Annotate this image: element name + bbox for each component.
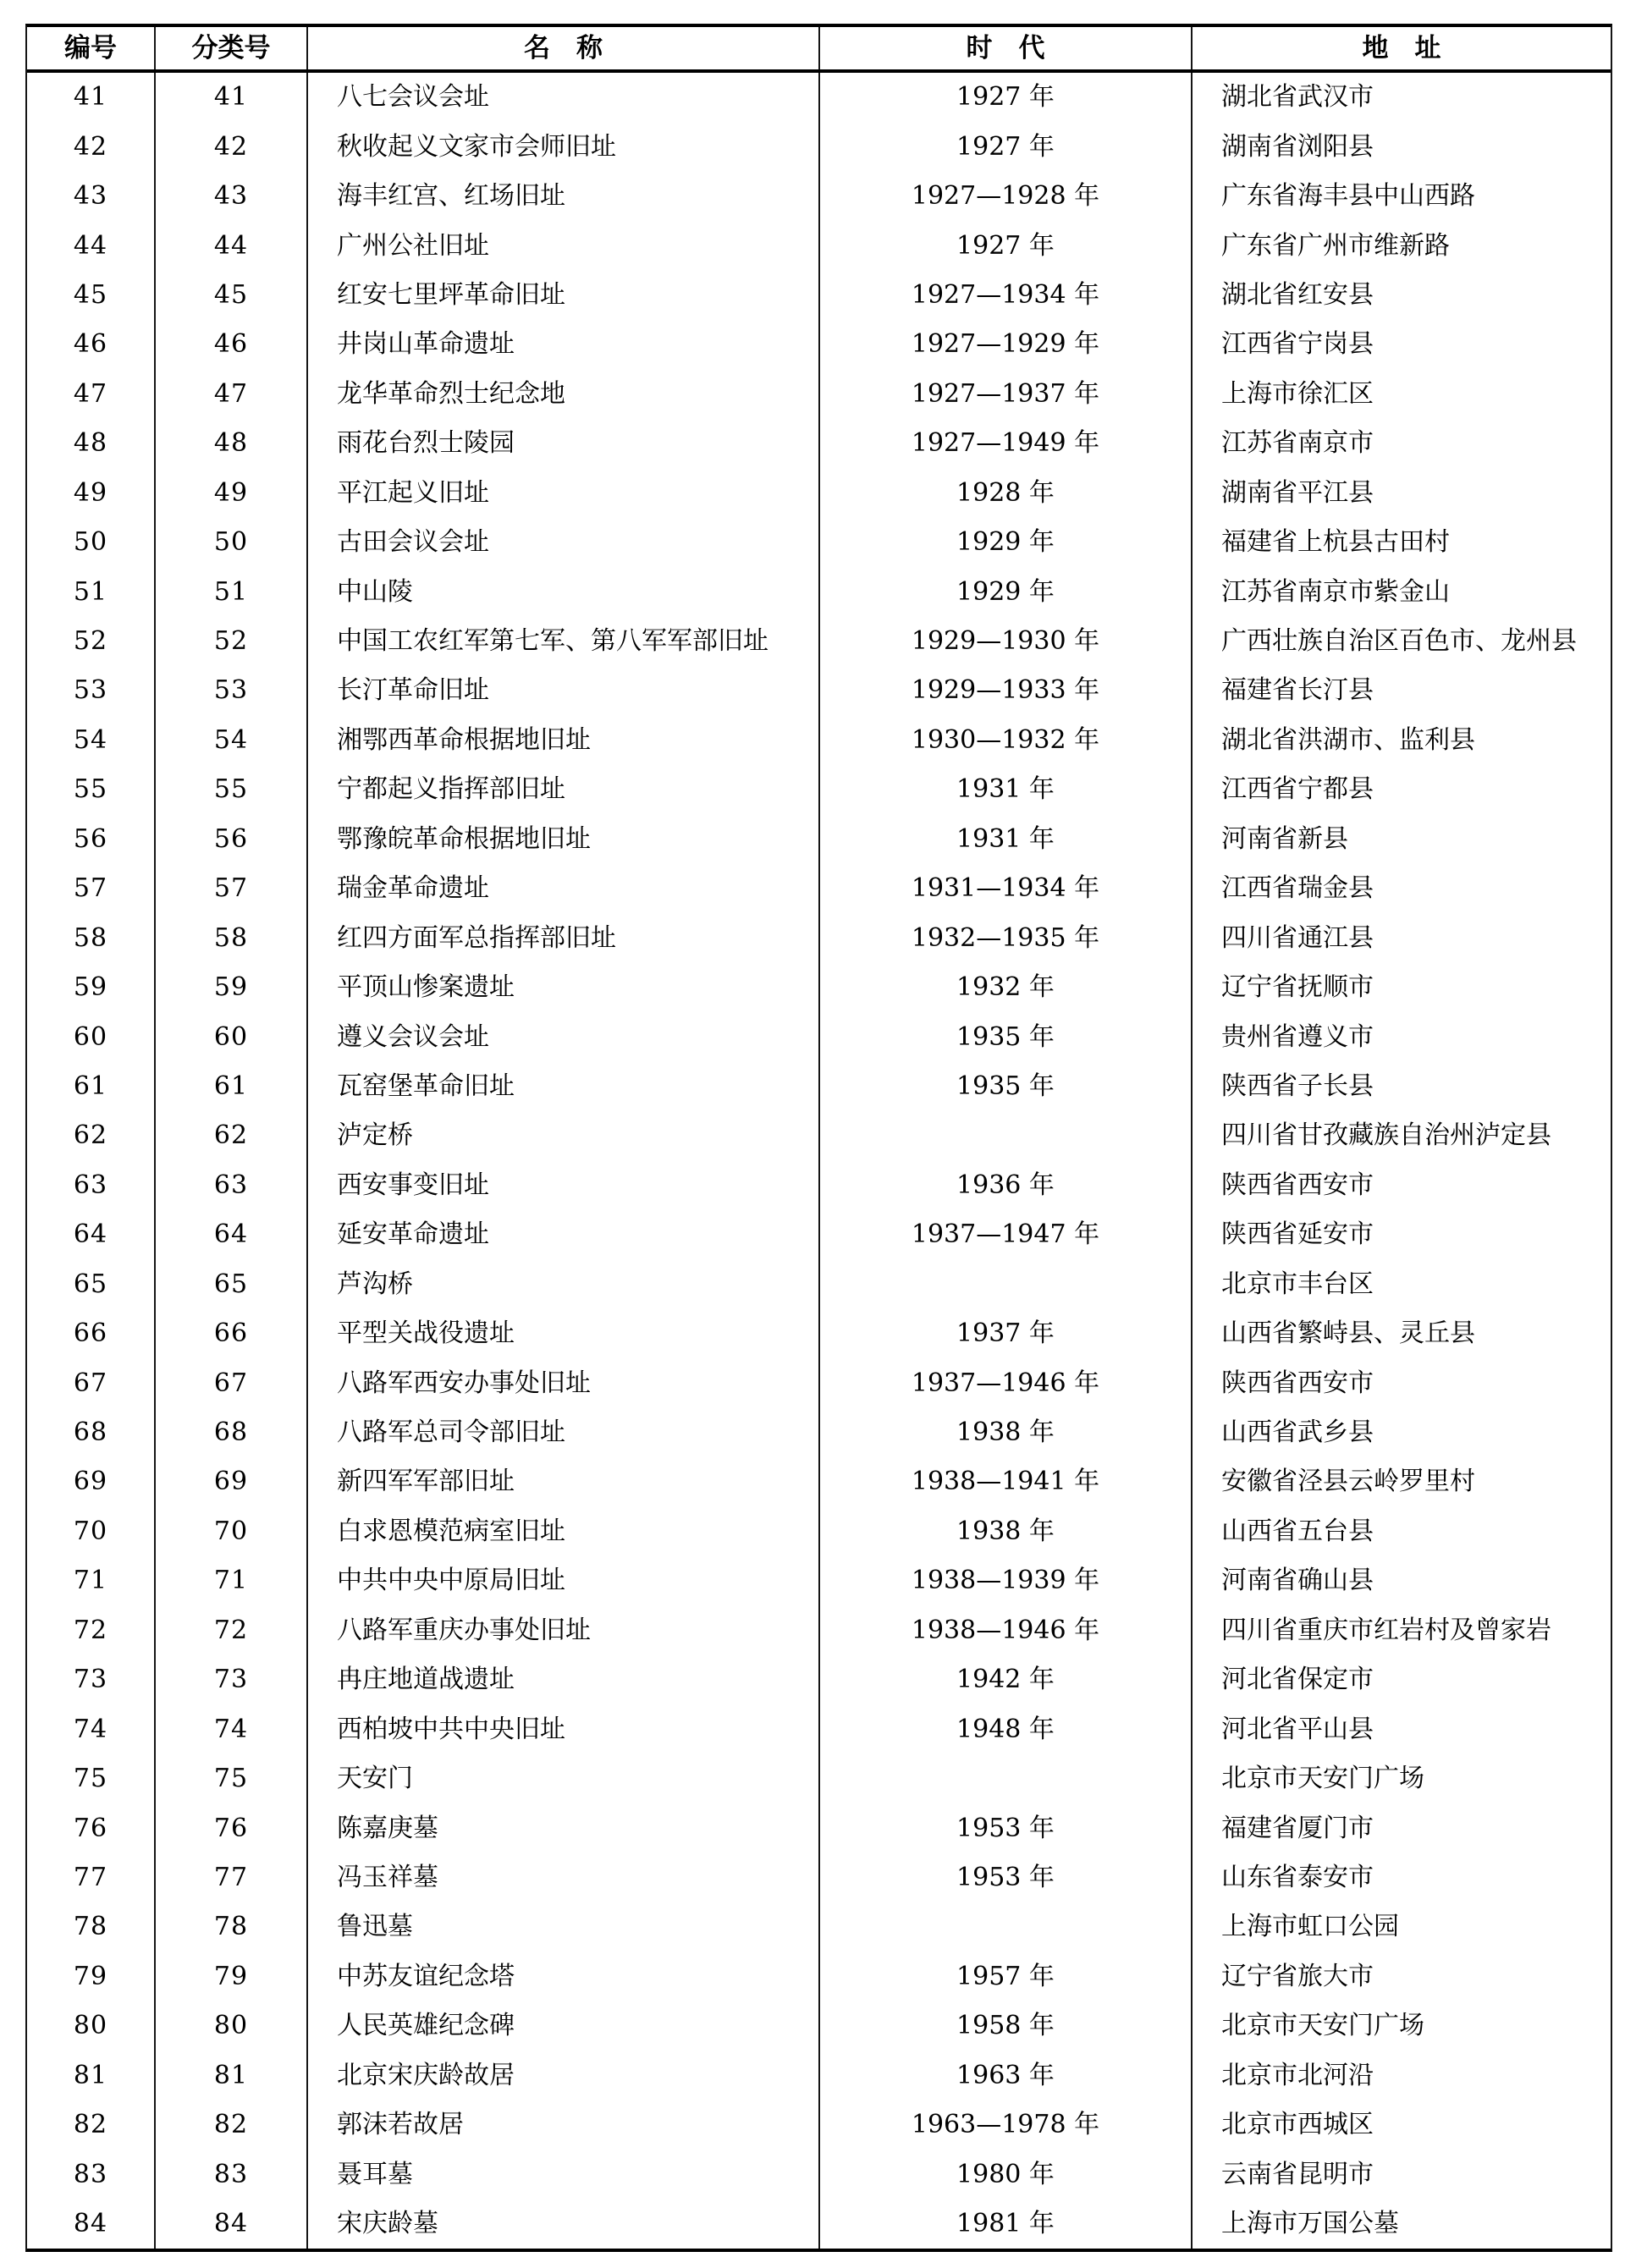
cell-number: 49 [27,469,156,518]
cell-address: 四川省重庆市红岩村及曾家岩 [1221,1615,1551,1645]
cell-category: 45 [156,271,308,320]
cell-address: 山西省武乡县 [1221,1418,1374,1448]
cell-era: 1958 年 [820,2001,1193,2051]
cell-era: 1938—1941 年 [820,1457,1193,1506]
cell-era: 1927—1929 年 [820,320,1193,369]
cell-number: 81 [27,2051,156,2100]
cell-category: 73 [156,1655,308,1704]
cell-category: 76 [156,1803,308,1852]
cell-era: 1938 年 [820,1507,1193,1556]
cell-era: 1929—1930 年 [820,617,1193,666]
cell-number: 68 [27,1408,156,1457]
cell-address: 四川省甘孜藏族自治州泸定县 [1221,1120,1551,1151]
cell-number: 78 [27,1902,156,1951]
cell-number: 71 [27,1556,156,1605]
cell-address: 广东省广州市维新路 [1221,230,1450,261]
cell-name: 八七会议会址 [308,73,820,122]
cell-name: 宁都起义指挥部旧址 [308,765,820,814]
cell-address: 贵州省遵义市 [1221,1021,1374,1052]
table-row [27,2051,1611,2100]
cell-era: 1942 年 [820,1655,1193,1704]
table-row [27,320,1611,369]
table-row [27,815,1611,864]
cell-name: 新四军军部旧址 [308,1457,820,1506]
table-row [27,2100,1611,2150]
table-header-row [27,27,1611,73]
cell-category: 46 [156,320,308,369]
cell-category: 83 [156,2150,308,2199]
table-row [27,1210,1611,1259]
table-row [27,1853,1611,1902]
cell-number: 41 [27,73,156,122]
table-row [27,1012,1611,1061]
cell-category: 50 [156,518,308,567]
cell-number: 63 [27,1161,156,1210]
table-row [27,518,1611,567]
table-row [27,1507,1611,1556]
cell-address: 陕西省西安市 [1221,1170,1374,1200]
cell-category: 59 [156,963,308,1012]
cell-number: 47 [27,370,156,419]
cell-name: 冉庄地道战遗址 [308,1655,820,1704]
cell-era: 1929 年 [820,567,1193,616]
cell-name: 西柏坡中共中央旧址 [308,1704,820,1753]
cell-era: 1931 年 [820,765,1193,814]
table-row [27,1952,1611,2001]
cell-address: 江苏省南京市紫金山 [1221,576,1450,607]
cell-era: 1936 年 [820,1161,1193,1210]
table-row [27,1408,1611,1457]
cell-number: 46 [27,320,156,369]
cell-address: 江西省瑞金县 [1221,873,1374,904]
cell-category: 79 [156,1952,308,2001]
table-row [27,73,1611,122]
table-row [27,1803,1611,1852]
cell-category: 57 [156,864,308,913]
table-body [27,73,1611,2249]
cell-category: 69 [156,1457,308,1506]
table-row [27,567,1611,616]
cell-era [820,1260,1193,1309]
cell-era: 1948 年 [820,1704,1193,1753]
cell-category: 58 [156,913,308,962]
table-row [27,2150,1611,2199]
cell-address: 福建省厦门市 [1221,1813,1374,1843]
column-header-number: 编号 [27,27,156,69]
table-row [27,1606,1611,1655]
cell-number: 57 [27,864,156,913]
cell-category: 67 [156,1358,308,1407]
cell-era: 1927 年 [820,122,1193,171]
cell-category: 62 [156,1111,308,1160]
cell-number: 73 [27,1655,156,1704]
cell-category: 81 [156,2051,308,2100]
cell-name: 聂耳墓 [308,2150,820,2199]
cell-number: 74 [27,1704,156,1753]
cell-era: 1981 年 [820,2199,1193,2249]
cell-era: 1938 年 [820,1408,1193,1457]
cell-category: 61 [156,1062,308,1111]
cell-name: 秋收起义文家市会师旧址 [308,122,820,171]
cell-era: 1935 年 [820,1012,1193,1061]
table-row [27,1358,1611,1407]
cell-name: 延安革命遗址 [308,1210,820,1259]
cell-era: 1963 年 [820,2051,1193,2100]
cell-address: 湖北省红安县 [1221,279,1374,310]
table-row [27,1704,1611,1753]
cell-category: 75 [156,1754,308,1803]
cell-name: 瑞金革命遗址 [308,864,820,913]
cell-era: 1938—1946 年 [820,1606,1193,1655]
cell-number: 84 [27,2199,156,2249]
cell-name: 瓦窑堡革命旧址 [308,1062,820,1111]
table-row [27,1309,1611,1358]
cell-number: 79 [27,1952,156,2001]
cell-number: 58 [27,913,156,962]
cell-address: 上海市虹口公园 [1221,1912,1399,1942]
cell-category: 82 [156,2100,308,2150]
cell-era: 1927—1937 年 [820,370,1193,419]
cell-address: 湖南省浏阳县 [1221,131,1374,162]
cell-category: 84 [156,2199,308,2249]
cell-address: 福建省上杭县古田村 [1221,527,1450,558]
cell-address: 广西壮族自治区百色市、龙州县 [1221,626,1577,657]
cell-category: 51 [156,567,308,616]
cell-address: 山西省繁峙县、灵丘县 [1221,1318,1475,1349]
cell-category: 60 [156,1012,308,1061]
cell-category: 77 [156,1853,308,1902]
cell-category: 42 [156,122,308,171]
cell-number: 75 [27,1754,156,1803]
cell-number: 45 [27,271,156,320]
cell-address: 福建省长汀县 [1221,675,1374,706]
cell-name: 长汀革命旧址 [308,666,820,715]
cell-address: 江苏省南京市 [1221,428,1374,459]
cell-number: 54 [27,716,156,765]
cell-name: 人民英雄纪念碑 [308,2001,820,2051]
table-row [27,716,1611,765]
cell-name: 北京宋庆龄故居 [308,2051,820,2100]
cell-category: 48 [156,419,308,468]
cell-era [820,1111,1193,1160]
cell-category: 55 [156,765,308,814]
cell-category: 49 [156,469,308,518]
cell-name: 广州公社旧址 [308,221,820,270]
cell-name: 中国工农红军第七军、第八军军部旧址 [308,617,820,666]
cell-category: 65 [156,1260,308,1309]
cell-name: 八路军重庆办事处旧址 [308,1606,820,1655]
cell-address: 北京市天安门广场 [1221,1764,1424,1794]
cell-category: 54 [156,716,308,765]
cell-era: 1931—1934 年 [820,864,1193,913]
cell-category: 47 [156,370,308,419]
cell-era [820,1902,1193,1951]
table-row [27,2199,1611,2249]
cell-era: 1927—1934 年 [820,271,1193,320]
table-row [27,666,1611,715]
table-row [27,1655,1611,1704]
cell-number: 76 [27,1803,156,1852]
table-row [27,1260,1611,1309]
cell-name: 红安七里坪革命旧址 [308,271,820,320]
cell-address: 云南省昆明市 [1221,2159,1374,2189]
cell-category: 71 [156,1556,308,1605]
cell-era: 1929—1933 年 [820,666,1193,715]
cell-name: 湘鄂西革命根据地旧址 [308,716,820,765]
cell-name: 芦沟桥 [308,1260,820,1309]
cell-number: 48 [27,419,156,468]
cell-name: 八路军西安办事处旧址 [308,1358,820,1407]
cell-number: 43 [27,172,156,221]
cell-number: 55 [27,765,156,814]
cell-name: 陈嘉庚墓 [308,1803,820,1852]
cell-name: 雨花台烈士陵园 [308,419,820,468]
table-row [27,370,1611,419]
cell-address: 湖南省平江县 [1221,477,1374,508]
cell-era: 1957 年 [820,1952,1193,2001]
cell-address: 安徽省泾县云岭罗里村 [1221,1467,1475,1497]
cell-number: 80 [27,2001,156,2051]
cell-era: 1980 年 [820,2150,1193,2199]
cell-era: 1927—1949 年 [820,419,1193,468]
cell-number: 67 [27,1358,156,1407]
cell-category: 68 [156,1408,308,1457]
cell-address: 上海市徐汇区 [1221,378,1374,409]
cell-address: 河北省保定市 [1221,1665,1374,1695]
cell-era: 1927 年 [820,221,1193,270]
table-row [27,617,1611,666]
cell-era: 1932—1935 年 [820,913,1193,962]
table-row [27,1062,1611,1111]
cell-number: 53 [27,666,156,715]
cell-name: 古田会议会址 [308,518,820,567]
cell-name: 白求恩模范病室旧址 [308,1507,820,1556]
cell-category: 72 [156,1606,308,1655]
table-row [27,172,1611,221]
cell-address: 湖北省武汉市 [1221,82,1374,113]
table-row [27,419,1611,468]
cell-category: 70 [156,1507,308,1556]
cell-address: 北京市天安门广场 [1221,2011,1424,2041]
cell-number: 42 [27,122,156,171]
cell-category: 74 [156,1704,308,1753]
cell-era: 1937—1947 年 [820,1210,1193,1259]
cell-address: 北京市北河沿 [1221,2060,1374,2090]
column-header-category: 分类号 [156,27,308,69]
cell-number: 72 [27,1606,156,1655]
table-row [27,221,1611,270]
table-row [27,122,1611,171]
column-header-name: 名 称 [308,27,820,69]
cell-era: 1935 年 [820,1062,1193,1111]
table-row [27,1754,1611,1803]
cell-number: 60 [27,1012,156,1061]
cell-number: 82 [27,2100,156,2150]
cell-address: 陕西省延安市 [1221,1219,1374,1250]
cell-category: 52 [156,617,308,666]
cell-era: 1927 年 [820,73,1193,122]
cell-era: 1953 年 [820,1803,1193,1852]
table-row [27,864,1611,913]
cell-name: 鲁迅墓 [308,1902,820,1951]
cell-era: 1927—1928 年 [820,172,1193,221]
cell-number: 83 [27,2150,156,2199]
cell-number: 65 [27,1260,156,1309]
cell-address: 山东省泰安市 [1221,1862,1374,1892]
cell-name: 遵义会议会址 [308,1012,820,1061]
cell-era: 1932 年 [820,963,1193,1012]
cell-address: 陕西省西安市 [1221,1368,1374,1398]
cell-era: 1931 年 [820,815,1193,864]
cell-number: 62 [27,1111,156,1160]
heritage-sites-table [25,24,1612,2252]
cell-number: 66 [27,1309,156,1358]
cell-category: 66 [156,1309,308,1358]
cell-name: 井岗山革命遗址 [308,320,820,369]
cell-name: 中苏友谊纪念塔 [308,1952,820,2001]
cell-era: 1930—1932 年 [820,716,1193,765]
cell-name: 西安事变旧址 [308,1161,820,1210]
cell-era: 1929 年 [820,518,1193,567]
cell-name: 郭沫若故居 [308,2100,820,2150]
table-row [27,765,1611,814]
cell-number: 52 [27,617,156,666]
cell-era: 1928 年 [820,469,1193,518]
cell-number: 69 [27,1457,156,1506]
cell-category: 78 [156,1902,308,1951]
cell-address: 江西省宁都县 [1221,774,1374,805]
cell-category: 64 [156,1210,308,1259]
cell-era [820,1754,1193,1803]
cell-address: 河南省新县 [1221,823,1348,854]
cell-era: 1938—1939 年 [820,1556,1193,1605]
cell-era: 1963—1978 年 [820,2100,1193,2150]
table-row [27,963,1611,1012]
cell-address: 河南省确山县 [1221,1566,1374,1596]
cell-name: 中山陵 [308,567,820,616]
cell-number: 50 [27,518,156,567]
cell-era: 1937 年 [820,1309,1193,1358]
cell-address: 辽宁省旅大市 [1221,1961,1374,1991]
cell-number: 70 [27,1507,156,1556]
cell-name: 宋庆龄墓 [308,2199,820,2249]
cell-number: 64 [27,1210,156,1259]
table-row [27,1457,1611,1506]
column-header-era: 时 代 [820,27,1193,69]
cell-address: 江西省宁岗县 [1221,329,1374,360]
cell-number: 51 [27,567,156,616]
cell-address: 河北省平山县 [1221,1714,1374,1744]
table-row [27,1902,1611,1951]
cell-name: 平顶山惨案遗址 [308,963,820,1012]
cell-number: 44 [27,221,156,270]
cell-name: 平型关战役遗址 [308,1309,820,1358]
cell-era: 1953 年 [820,1853,1193,1902]
cell-name: 鄂豫皖革命根据地旧址 [308,815,820,864]
cell-category: 43 [156,172,308,221]
cell-era: 1937—1946 年 [820,1358,1193,1407]
table-row [27,469,1611,518]
cell-number: 61 [27,1062,156,1111]
cell-category: 63 [156,1161,308,1210]
table-row [27,1556,1611,1605]
cell-address: 湖北省洪湖市、监利县 [1221,724,1475,755]
column-header-address: 地 址 [1362,32,1441,63]
cell-name: 天安门 [308,1754,820,1803]
cell-address: 北京市西城区 [1221,2110,1374,2140]
cell-name: 冯玉祥墓 [308,1853,820,1902]
cell-address: 辽宁省抚顺市 [1221,972,1374,1003]
cell-address: 四川省通江县 [1221,922,1374,953]
cell-name: 平江起义旧址 [308,469,820,518]
cell-number: 77 [27,1853,156,1902]
cell-name: 红四方面军总指挥部旧址 [308,913,820,962]
cell-number: 59 [27,963,156,1012]
cell-category: 44 [156,221,308,270]
cell-name: 龙华革命烈士纪念地 [308,370,820,419]
cell-address: 上海市万国公墓 [1221,2209,1399,2239]
cell-category: 41 [156,73,308,122]
table-row [27,1111,1611,1160]
cell-name: 八路军总司令部旧址 [308,1408,820,1457]
table-row [27,2001,1611,2051]
cell-number: 56 [27,815,156,864]
cell-address: 广东省海丰县中山西路 [1221,181,1475,212]
cell-category: 56 [156,815,308,864]
cell-name: 泸定桥 [308,1111,820,1160]
cell-address: 山西省五台县 [1221,1516,1374,1546]
table-row [27,271,1611,320]
cell-category: 53 [156,666,308,715]
cell-category: 80 [156,2001,308,2051]
cell-name: 海丰红宫、红场旧址 [308,172,820,221]
cell-address: 陕西省子长县 [1221,1071,1374,1101]
cell-name: 中共中央中原局旧址 [308,1556,820,1605]
table-row [27,1161,1611,1210]
table-row [27,913,1611,962]
cell-address: 北京市丰台区 [1221,1269,1374,1299]
